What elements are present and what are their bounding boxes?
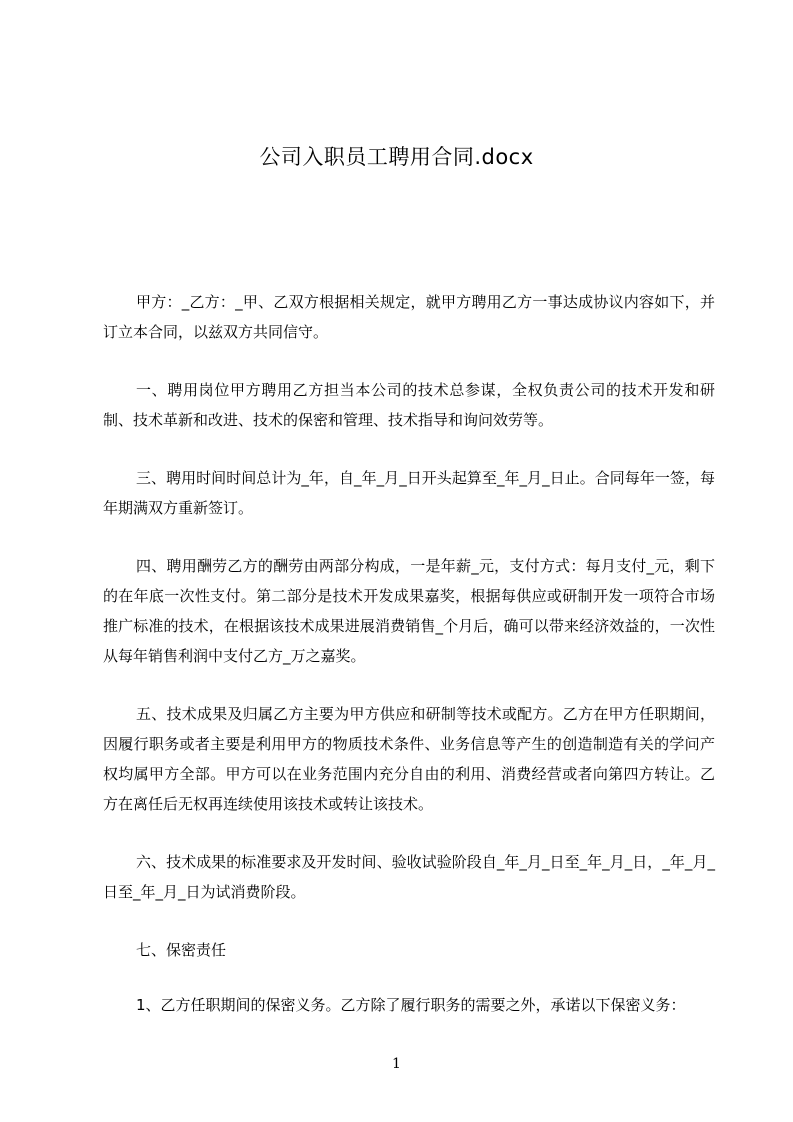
page-number: 1 [392, 1056, 401, 1072]
paragraph-standards: 六、技术成果的标准要求及开发时间、验收试验阶段自_年_月_日至_年_月_日，_年_月_日至_年_月_日为试消费阶段。 [103, 853, 715, 901]
paragraph-position: 一、聘用岗位甲方聘用乙方担当本公司的技术总参谋，全权负责公司的技术开发和研制、技术革新和改进、技术的保密和管理、技术指导和询问效劳等。 [103, 381, 715, 429]
paragraph-confidentiality-duty: 1、乙方任职期间的保密义务。乙方除了履行职务的需要之外，承诺以下保密义务： [136, 996, 686, 1014]
paragraph-term: 三、聘用时间时间总计为_年，自_年_月_日开头起算至_年_月_日止。合同每年一签，每年期满双方重新签订。 [103, 469, 715, 517]
document-title: 公司入职员工聘用合同.docx [259, 145, 534, 169]
paragraph-confidentiality-heading: 七、保密责任 [136, 941, 227, 959]
document-body [103, 287, 715, 1048]
paragraph-compensation: 四、聘用酬劳乙方的酬劳由两部分构成，一是年薪_元，支付方式：每月支付_元，剩下的在年底一次性支付。第二部分是技术开发成果嘉奖，根据每供应或研制开发一项符合市场推广标准的技术，在根据该技术成果进展消费销售_个月后，确可以带来经济效益的，一次性从每年销售利润中支付乙方_万之嘉奖。 [103, 557, 715, 665]
paragraph-parties: 甲方：_乙方：_甲、乙双方根据相关规定，就甲方聘用乙方一事达成协议内容如下，并订立本合同，以兹双方共同信守。 [103, 293, 715, 341]
paragraph-ownership: 五、技术成果及归属乙方主要为甲方供应和研制等技术或配方。乙方在甲方任职期间，因履行职务或者主要是利用甲方的物质技术条件、业务信息等产生的创造制造有关的学问产权均属甲方全部。甲方可以在业务范围内充分自由的利用、消费经营或者向第四方转让。乙方在离任后无权再连续使用该技术或转让该技术。 [103, 705, 715, 813]
